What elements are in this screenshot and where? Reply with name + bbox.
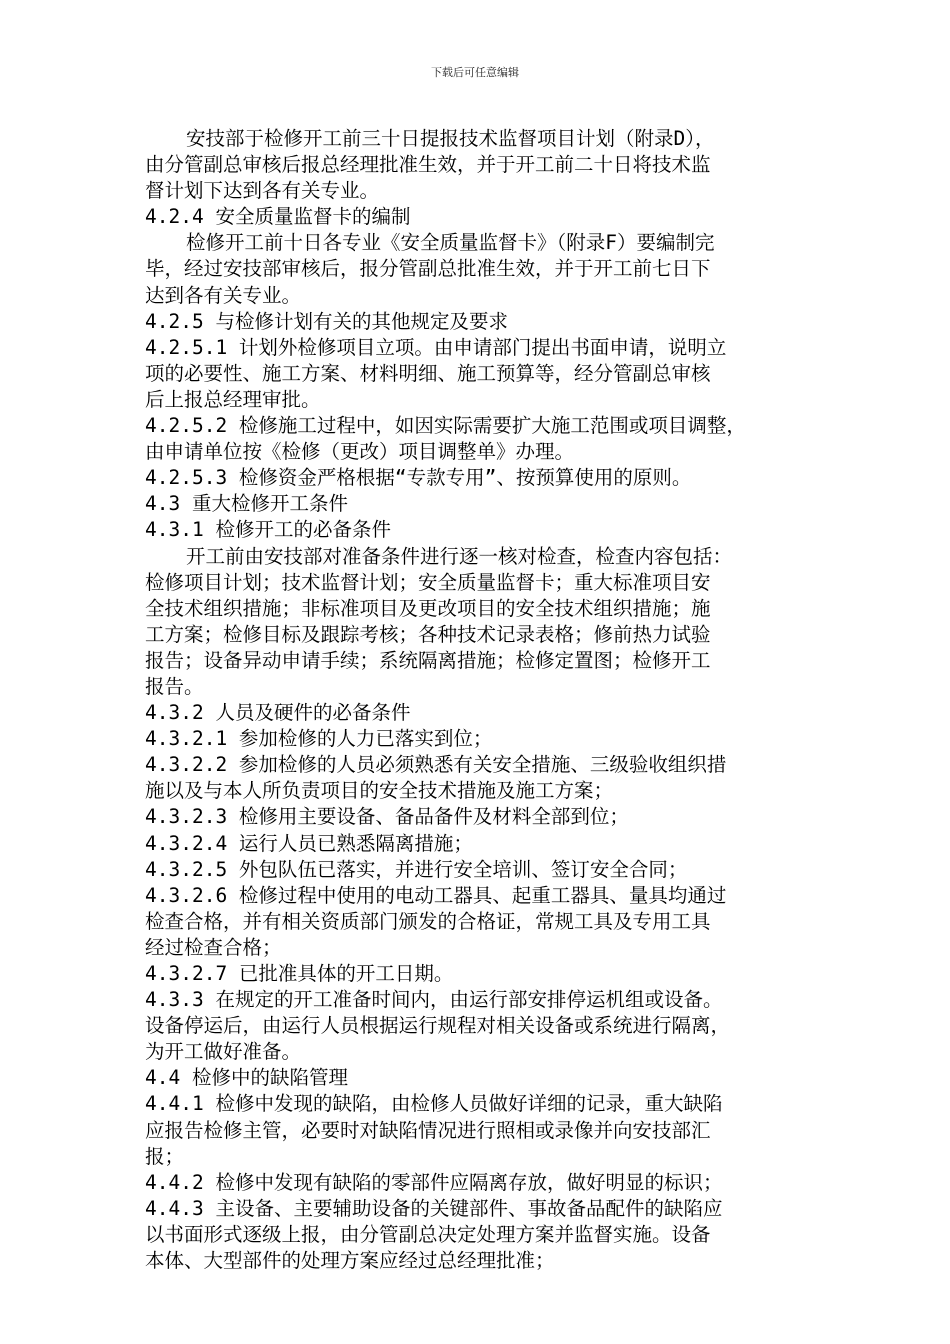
text-line: 施以及与本人所负责项目的安全技术措施及施工方案；: [145, 779, 614, 803]
text-line: 4.2.4 安全质量监督卡的编制: [145, 205, 411, 229]
page-header: 下载后可任意编辑: [431, 66, 519, 79]
text-line: 以书面形式逐级上报，由分管副总决定处理方案并监督实施。设备: [145, 1222, 711, 1246]
text-line: 安技部于检修开工前三十日提报技术监督项目计划（附录D），: [186, 127, 715, 150]
text-line: 后上报总经理审批。: [145, 387, 321, 411]
text-line: 4.4.3 主设备、主要辅助设备的关键部件、事故备品配件的缺陷应: [145, 1196, 723, 1220]
text-line: 4.2.5.2 检修施工过程中，如因实际需要扩大施工范围或项目调整，: [145, 414, 746, 438]
text-line: 报；: [145, 1144, 185, 1168]
text-line: 报告；设备异动申请手续；系统隔离措施；检修定置图；检修开工: [145, 648, 711, 672]
text-line: 为开工做好准备。: [145, 1040, 302, 1064]
text-line: 毕，经过安技部审核后，报分管副总批准生效，并于开工前七日下: [145, 257, 711, 281]
text-line: 应报告检修主管，必要时对缺陷情况进行照相或录像并向安技部汇: [145, 1118, 711, 1142]
text-line: 达到各有关专业。: [145, 283, 302, 307]
text-line: 4.3.2.6 检修过程中使用的电动工器具、起重工器具、量具均通过: [145, 883, 727, 907]
text-line: 4.4.1 检修中发现的缺陷，由检修人员做好详细的记录，重大缺陷: [145, 1092, 723, 1116]
text-line: 4.3.2.4 运行人员已熟悉隔离措施；: [145, 831, 473, 855]
text-line: 4.3.3 在规定的开工准备时间内，由运行部安排停运机组或设备。: [145, 988, 723, 1012]
text-line: 经过检查合格；: [145, 935, 282, 959]
text-line: 4.4.2 检修中发现有缺陷的零部件应隔离存放，做好明显的标识；: [145, 1170, 723, 1194]
text-line: 4.3.2.3 检修用主要设备、备品备件及材料全部到位；: [145, 805, 629, 829]
text-line: 开工前由安技部对准备条件进行逐一核对检查，检查内容包括：: [186, 544, 733, 568]
text-line: 全技术组织措施；非标准项目及更改项目的安全技术组织措施；施: [145, 596, 711, 620]
text-line: 由申请单位按《检修（更改）项目调整单》办理。: [145, 440, 575, 464]
text-line: 4.3.2 人员及硬件的必备条件: [145, 701, 411, 725]
text-line: 报告。: [145, 674, 204, 698]
document-body: [145, 126, 805, 1274]
text-line: 检修开工前十日各专业《安全质量监督卡》（附录F）要编制完: [186, 231, 715, 255]
text-line: 由分管副总审核后报总经理批准生效，并于开工前二十日将技术监: [145, 153, 711, 177]
text-line: 4.4 检修中的缺陷管理: [145, 1066, 348, 1090]
text-line: 设备停运后，由运行人员根据运行规程对相关设备或系统进行隔离，: [145, 1014, 731, 1038]
text-line: 工方案；检修目标及跟踪考核；各种技术记录表格；修前热力试验: [145, 622, 711, 646]
text-line: 4.3.2.2 参加检修的人员必须熟悉有关安全措施、三级验收组织措: [145, 753, 727, 777]
text-line: 检查合格，并有相关资质部门颁发的合格证，常规工具及专用工具: [145, 909, 711, 933]
text-line: 4.2.5.1 计划外检修项目立项。由申请部门提出书面申请，说明立: [145, 335, 727, 359]
text-line: 4.3.1 检修开工的必备条件: [145, 518, 391, 542]
text-line: 本体、大型部件的处理方案应经过总经理批准；: [145, 1249, 555, 1273]
text-line: 检修项目计划；技术监督计划；安全质量监督卡；重大标准项目安: [145, 570, 711, 594]
text-line: 4.2.5.3 检修资金严格根据“专款专用”、按预算使用的原则。: [145, 466, 692, 490]
text-line: 4.3 重大检修开工条件: [145, 492, 348, 516]
text-line: 4.3.2.7 已批准具体的开工日期。: [145, 962, 454, 985]
text-line: 4.3.2.1 参加检修的人力已落实到位；: [145, 727, 493, 751]
text-line: 4.2.5 与检修计划有关的其他规定及要求: [145, 309, 508, 333]
text-line: 项的必要性、施工方案、材料明细、施工预算等，经分管副总审核: [145, 361, 711, 385]
text-line: 4.3.2.5 外包队伍已落实，并进行安全培训、签订安全合同；: [145, 857, 688, 881]
text-line: 督计划下达到各有关专业。: [145, 179, 380, 203]
